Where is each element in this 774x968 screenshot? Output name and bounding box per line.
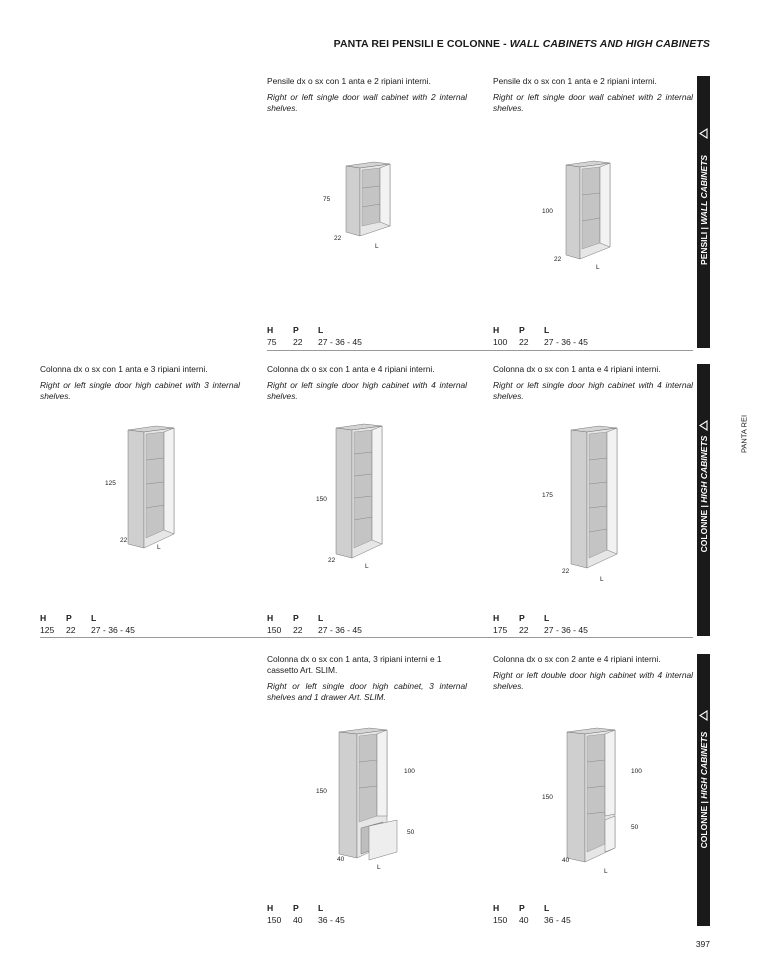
upper-dimension-label: 100	[404, 768, 415, 775]
l-value: 36 - 45	[318, 915, 345, 925]
h-header: H	[267, 903, 274, 913]
height-dimension-label: 150	[316, 496, 327, 503]
sidebar-tab-high-cabinets	[697, 364, 710, 636]
row-divider	[267, 350, 693, 351]
p-header: P	[66, 613, 72, 623]
page-number: 397	[695, 939, 710, 949]
h-value: 100	[493, 337, 508, 347]
page-header	[334, 38, 710, 50]
product-desc-en: Right or left single door high cabinet with 4 internal shelves.	[493, 380, 693, 401]
l-header: L	[544, 903, 550, 913]
product-item-wall-cabinet-100	[493, 76, 693, 114]
l-value: 27 - 36 - 45	[318, 625, 362, 635]
cabinet-drawing	[336, 422, 386, 562]
l-header: L	[318, 613, 324, 623]
upper-dimension-label: 100	[631, 768, 642, 775]
h-value: 150	[267, 915, 282, 925]
p-value: 40	[293, 915, 303, 925]
h-header: H	[40, 613, 47, 623]
p-header: P	[519, 903, 525, 913]
l-header: L	[544, 613, 550, 623]
l-value: 27 - 36 - 45	[544, 337, 588, 347]
product-desc-it: Colonna dx o sx con 1 anta, 3 ripiani interni e 1 cassetto Art. SLIM.	[267, 654, 442, 675]
cabinet-drawing	[346, 160, 396, 240]
product-item-high-cabinet-drawer	[267, 654, 467, 703]
cabinet-drawing	[567, 726, 619, 866]
p-value: 22	[66, 625, 76, 635]
cabinet-drawing	[128, 424, 178, 552]
depth-dimension-label: 22	[562, 568, 570, 575]
h-header: H	[493, 903, 500, 913]
l-value: 27 - 36 - 45	[544, 625, 588, 635]
product-desc-en: Right or left single door high cabinet with 4 internal shelves.	[267, 380, 467, 401]
height-dimension-label: 150	[316, 788, 327, 795]
p-header: P	[293, 613, 299, 623]
depth-dimension-label: 22	[554, 256, 562, 263]
p-value: 22	[519, 625, 529, 635]
h-header: H	[267, 325, 274, 335]
p-header: P	[519, 325, 525, 335]
p-header: P	[519, 613, 525, 623]
product-desc-en: Right or left single door high cabinet with 3 internal shelves.	[40, 380, 240, 401]
h-value: 150	[267, 625, 282, 635]
width-dimension-label: L	[600, 576, 604, 583]
width-dimension-label: L	[596, 264, 600, 271]
product-item-high-cabinet-175	[493, 364, 693, 402]
h-header: H	[493, 325, 500, 335]
h-value: 150	[493, 915, 508, 925]
product-item-high-cabinet-150	[267, 364, 467, 402]
sidebar-tab-wall-cabinets	[697, 76, 710, 348]
product-desc-en: Right or left single door wall cabinet with 2 internal shelves.	[493, 92, 693, 113]
p-header: P	[293, 903, 299, 913]
p-value: 22	[293, 625, 303, 635]
height-dimension-label: 175	[542, 492, 553, 499]
depth-dimension-label: 40	[337, 856, 345, 863]
l-header: L	[544, 325, 550, 335]
product-desc-it: Colonna dx o sx con 1 anta e 3 ripiani interni.	[40, 364, 208, 374]
width-dimension-label: L	[375, 243, 379, 250]
product-desc-it: Colonna dx o sx con 1 anta e 4 ripiani interni.	[493, 364, 661, 374]
header-title-it: PANTA REI PENSILI E COLONNE -	[333, 38, 507, 50]
h-value: 125	[40, 625, 55, 635]
cabinet-drawing	[571, 424, 621, 572]
depth-dimension-label: 40	[562, 857, 570, 864]
cabinet-drawing	[566, 159, 616, 263]
h-header: H	[493, 613, 500, 623]
height-dimension-label: 125	[105, 480, 116, 487]
product-item-high-cabinet-125	[40, 364, 240, 402]
p-value: 22	[519, 337, 529, 347]
h-header: H	[267, 613, 274, 623]
sidebar-tab-high-cabinets	[697, 654, 710, 926]
product-item-wall-cabinet-75	[267, 76, 467, 114]
l-value: 36 - 45	[544, 915, 571, 925]
product-desc-en: Right or left double door high cabinet with 4 internal shelves.	[493, 670, 693, 691]
width-dimension-label: L	[604, 868, 608, 875]
sidebar-label: PENSILI | WALL CABINETS	[698, 155, 709, 265]
sidebar-label: COLONNE | HIGH CABINETS	[698, 731, 709, 849]
product-desc-en: Right or left single door wall cabinet with 2 internal shelves.	[267, 92, 467, 113]
l-value: 27 - 36 - 45	[318, 337, 362, 347]
depth-dimension-label: 22	[328, 557, 336, 564]
h-value: 175	[493, 625, 508, 635]
l-header: L	[318, 325, 324, 335]
cabinet-drawing	[339, 726, 399, 862]
product-desc-it: Pensile dx o sx con 1 anta e 2 ripiani interni.	[493, 76, 657, 86]
product-desc-it: Pensile dx o sx con 1 anta e 2 ripiani interni.	[267, 76, 431, 86]
l-header: L	[91, 613, 97, 623]
p-value: 22	[293, 337, 303, 347]
depth-dimension-label: 22	[334, 235, 342, 242]
l-header: L	[318, 903, 324, 913]
height-dimension-label: 150	[542, 794, 553, 801]
product-item-double-door-cabinet	[493, 654, 693, 692]
height-dimension-label: 100	[542, 208, 553, 215]
sidebar-label: COLONNE | HIGH CABINETS	[698, 435, 709, 553]
lower-dimension-label: 50	[407, 829, 415, 836]
lower-dimension-label: 50	[631, 824, 639, 831]
p-value: 40	[519, 915, 529, 925]
brand-label: PANTA REI	[739, 414, 749, 454]
product-desc-it: Colonna dx o sx con 1 anta e 4 ripiani interni.	[267, 364, 435, 374]
width-dimension-label: L	[377, 864, 381, 871]
triangle-icon	[699, 420, 708, 431]
header-title-en: WALL CABINETS AND HIGH CABINETS	[509, 38, 710, 50]
triangle-icon	[699, 710, 708, 721]
width-dimension-label: L	[157, 544, 161, 551]
row-divider	[40, 637, 693, 638]
triangle-icon	[699, 128, 708, 139]
h-value: 75	[267, 337, 277, 347]
product-desc-en: Right or left single door high cabinet, 3 internal shelves and 1 drawer Art. SLIM.	[267, 681, 467, 702]
depth-dimension-label: 22	[120, 537, 128, 544]
l-value: 27 - 36 - 45	[91, 625, 135, 635]
width-dimension-label: L	[365, 563, 369, 570]
p-header: P	[293, 325, 299, 335]
height-dimension-label: 75	[323, 196, 331, 203]
product-desc-it: Colonna dx o sx con 2 ante e 4 ripiani interni.	[493, 654, 661, 664]
